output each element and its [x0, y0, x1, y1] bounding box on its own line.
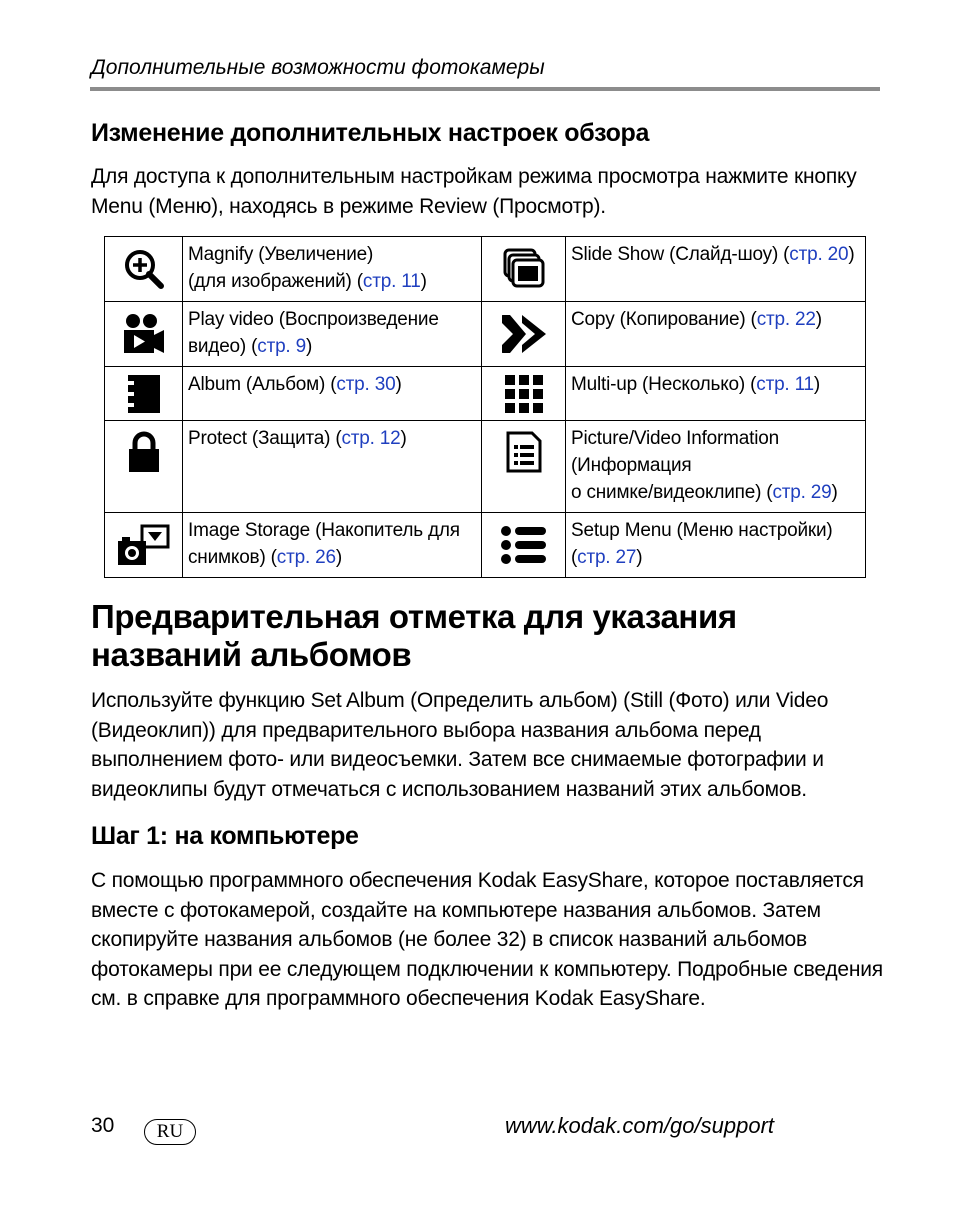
header-rule [90, 87, 880, 91]
page-link[interactable]: стр. 29 [772, 482, 832, 503]
menu-item-album: Album (Альбом) (стр. 30) [183, 367, 482, 421]
image-storage-icon [105, 513, 183, 578]
section-title-review-settings: Изменение дополнительных настроек обзора [91, 119, 650, 147]
menu-item-play-video: Play video (Воспроизведение видео) (стр. 9) [183, 302, 482, 367]
section-title-album-tagging: Предварительная отметка для указания названий альбомов [91, 598, 737, 673]
step-title: Шаг 1: на компьютере [91, 822, 359, 850]
menu-item-slide-show: Slide Show (Слайд-шоу) (стр. 20) [566, 237, 866, 302]
menu-item-protect: Protect (Защита) (стр. 12) [183, 421, 482, 513]
album-icon [105, 367, 183, 421]
section-body-album-tagging: Используйте функцию Set Album (Определить альбом) (Still (Фото) или Video (Видеоклип)) для предварительного выбора названия альбома перед выполнением фото- или видеосъемки. Затем все снимаемые фотографии и видеоклипы будут отмечаться с использованием названий этих альбомов. [91, 689, 829, 801]
menu-item-copy: Copy (Копирование) (стр. 22) [566, 302, 866, 367]
page-link[interactable]: стр. 30 [336, 374, 396, 395]
review-menu-table [104, 236, 866, 578]
page-link[interactable]: стр. 22 [756, 309, 816, 330]
picture-info-icon [482, 421, 566, 513]
setup-menu-icon [482, 513, 566, 578]
page-link[interactable]: стр. 11 [362, 271, 421, 292]
slide-show-icon [482, 237, 566, 302]
page-link[interactable]: стр. 12 [341, 428, 401, 449]
table-row [105, 237, 866, 302]
table-row [105, 302, 866, 367]
magnify-icon [105, 237, 183, 302]
play-video-icon [105, 302, 183, 367]
page-link[interactable]: стр. 20 [789, 244, 849, 265]
page-link[interactable]: стр. 27 [577, 547, 637, 568]
menu-item-multi-up: Multi-up (Несколько) (стр. 11) [566, 367, 866, 421]
menu-item-picture-info: Picture/Video Information (Информация о снимке/видеоклипе) (стр. 29) [566, 421, 866, 513]
multi-up-icon [482, 367, 566, 421]
table-row [105, 421, 866, 513]
page-link[interactable]: стр. 26 [276, 547, 336, 568]
support-url[interactable]: www.kodak.com/go/support [505, 1113, 775, 1138]
menu-item-magnify: Magnify (Увеличение) (для изображений) (стр. 11) [183, 237, 482, 302]
protect-lock-icon [105, 421, 183, 513]
copy-icon [482, 302, 566, 367]
step-body: С помощью программного обеспечения Kodak EasyShare, которое поставляется вместе с фотокамерой, создайте на компьютере названия альбомов. Затем скопируйте названия альбомов (не более 32) в список названий альбомов фотокамеры при ее следующем подключении к компьютеру. Подробные сведения см. в справке для программного обеспечения Kodak EasyShare. [91, 869, 883, 1010]
page-number: 30 [91, 1114, 115, 1137]
menu-item-image-storage: Image Storage (Накопитель для снимков) (стр. 26) [183, 513, 482, 578]
running-head: Дополнительные возможности фотокамеры [91, 56, 545, 79]
table-row [105, 367, 866, 421]
page-link[interactable]: стр. 11 [756, 374, 814, 395]
menu-item-setup-menu: Setup Menu (Меню настройки) (стр. 27) [566, 513, 866, 578]
page-link[interactable]: стр. 9 [257, 336, 306, 357]
section-intro: Для доступа к дополнительным настройкам режима просмотра нажмите кнопку Menu (Меню), находясь в режиме Review (Просмотр). [91, 165, 857, 218]
table-row [105, 513, 866, 578]
language-badge: RU [144, 1119, 196, 1145]
